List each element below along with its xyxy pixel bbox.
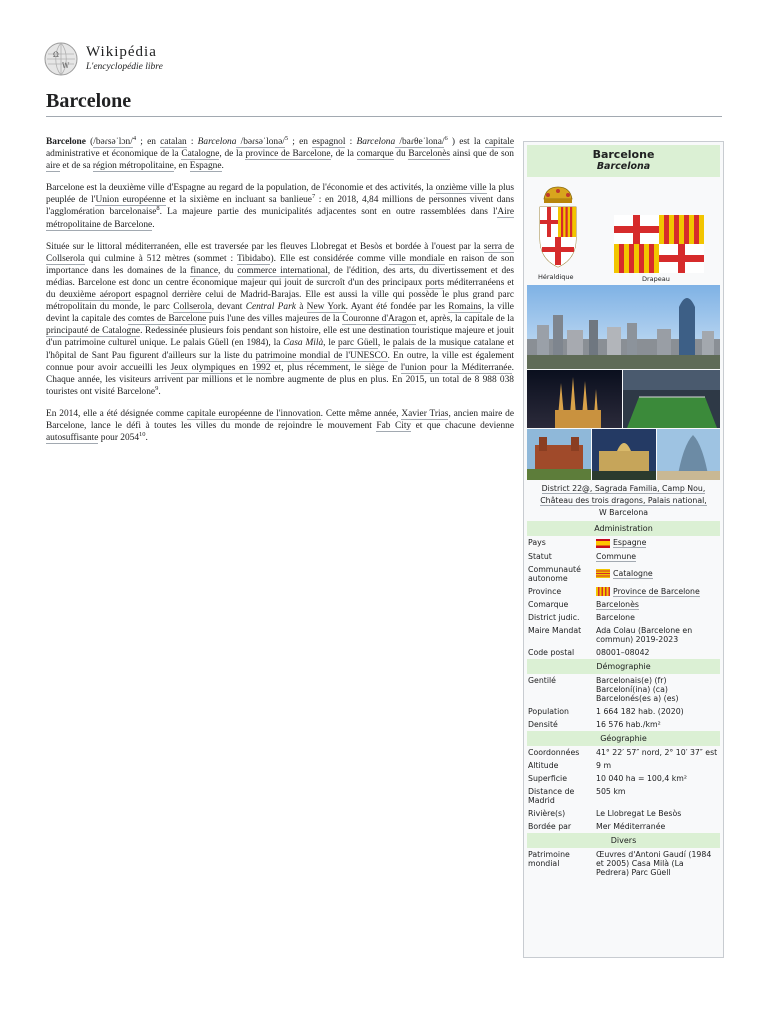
site-name: Wikipédia: [86, 44, 157, 60]
row-communaute: [524, 563, 723, 585]
link-new-york[interactable]: New York: [306, 302, 346, 313]
link-fab-city[interactable]: Fab City: [376, 420, 412, 431]
link-jeux-olympiques[interactable]: Jeux olympiques en 1992: [170, 362, 271, 373]
link-catalan[interactable]: catalan: [160, 137, 187, 147]
row-value: 1 664 182 hab. (2020): [596, 707, 684, 716]
ref-link[interactable]: 8: [156, 205, 160, 213]
row-key: Rivière(s): [528, 809, 566, 818]
link-parc-guell[interactable]: parc Güell: [338, 338, 378, 349]
row-coordonnees: [524, 746, 723, 759]
row-pays: [524, 536, 723, 550]
ipa-fr[interactable]: /bəɾsəˈlɔn/: [93, 137, 133, 147]
row-gentile: [524, 674, 723, 705]
paragraph-geography: Située sur le littoral méditerranéen, elle est traversée par les fleuves Llobregat et Besòs et bordée à l'ouest par la serra de Collserola qui culmine à 512 mètres (sommet : Tibidabo). Elle est considérée comme ville mondiale en raison de son importance dans les domaines de la finance, du commerce international, de l'édition, des arts, du divertissement et des médias. Barcelone est donc un centre économique majeur qui jouit de surcroît d'un des principaux ports méditerranéens et du deuxième aéroport espagnol derrière celui de Madrid-Barajas. Elle est aussi la ville qui possède le plus grand parc métropolitain du monde, le parc Collserola, devant Central Park à New York. Ayant été fondée par les Romains, la ville devint la capitale des comtes de Barcelone puis l'une des villes majeures de la Couronne d'Aragon et, après, la capitale de la principauté de Catalogne. Redessinée plusieurs fois pendant son histoire, elle est une destination touristique majeure et jouit d'un patrimoine culturel unique. Le palais Güell (en 1984), la Casa Milà, le parc Güell, le palais de la musique catalane et l'hôpital de Sant Pau figurent d'ailleurs sur la liste du patrimoine mondial de l'UNESCO. En outre, la ville est également connue pour avoir accueilli les Jeux olympiques en 1992 et, plus récemment, le siège de l'union pour la Méditerranée. Chaque année, les visiteurs arrivent par millions et le nombre augmente de plus en plus. En 2015, un total de 8 988 038 touristes ont visité Barcelone$^9$.: [46, 241, 515, 397]
link-principaute[interactable]: principauté de Catalogne: [46, 326, 141, 337]
section-divers: Divers: [527, 833, 720, 848]
row-value: 10 040 ha = 100,4 km²: [596, 774, 688, 783]
row-key[interactable]: Gentilé: [528, 676, 556, 685]
drapeau-caption[interactable]: Drapeau: [642, 275, 670, 283]
row-value[interactable]: Œuvres d'Antoni Gaudí (1984 et 2005) Casa Milà (La Pedrera) Parc Güell: [596, 850, 712, 877]
row-statut: [524, 550, 723, 563]
row-comarque: [524, 598, 723, 611]
row-key[interactable]: Maire Mandat: [528, 626, 582, 635]
link-aire-metropolitaine[interactable]: Aire métropolitaine de Barcelone: [46, 207, 514, 230]
ref-link[interactable]: 4: [132, 134, 137, 142]
ref-link[interactable]: 6: [444, 134, 448, 142]
row-key: Statut: [528, 551, 552, 561]
link-tibidabo[interactable]: Tibidabo: [236, 253, 271, 264]
row-key[interactable]: Population: [528, 707, 569, 716]
link-union-mediterranee[interactable]: l'union pour la Méditerranée: [400, 362, 512, 373]
row-value: 16 576 hab./km²: [596, 720, 661, 729]
row-maire: [524, 624, 723, 646]
article-subject: Barcelone: [46, 137, 86, 147]
row-district: [524, 611, 723, 624]
catalonia-flag-icon: [596, 569, 610, 578]
row-province: [524, 585, 723, 599]
link-province[interactable]: province de Barcelone: [245, 149, 331, 160]
row-key[interactable]: Patrimoine mondial: [528, 850, 570, 868]
ref-link[interactable]: 5: [284, 134, 289, 142]
svg-text:W: W: [62, 62, 70, 70]
section-geographie: Géographie: [527, 731, 720, 746]
row-densite: [524, 718, 723, 731]
link-comtes[interactable]: comtes de Barcelone: [127, 314, 207, 325]
page-title: Barcelone: [46, 90, 132, 112]
section-demographie: Démographie: [527, 659, 720, 674]
link-palais-musique[interactable]: palais de la musique catalane: [392, 338, 505, 349]
row-key[interactable]: Communauté autonome: [528, 564, 581, 583]
row-value[interactable]: 41° 22′ 57″ nord, 2° 10′ 37″ est: [596, 748, 718, 757]
title-divider: [46, 116, 722, 117]
province-flag-icon: [596, 587, 610, 596]
link-union-europeenne[interactable]: Union européenne: [95, 195, 166, 206]
article-body: [46, 136, 514, 454]
row-key[interactable]: Comarque: [528, 600, 569, 609]
heraldique-caption[interactable]: Héraldique: [538, 273, 574, 281]
row-key: Bordée par: [528, 822, 572, 831]
site-brand[interactable]: [86, 44, 163, 72]
row-value: 9 m: [596, 761, 612, 770]
row-value: Barcelone: [596, 613, 635, 622]
link-ports[interactable]: ports: [425, 277, 445, 288]
photo-caption-line[interactable]: Château des trois dragons, Palais national,: [540, 496, 707, 505]
infobox: [523, 141, 724, 958]
row-key[interactable]: Altitude: [528, 761, 559, 770]
photo-montage-image: [527, 285, 720, 480]
photo-caption-line[interactable]: District 22@, Sagrada Familia, Camp Nou,: [541, 484, 706, 493]
row-key[interactable]: Pays: [528, 538, 546, 547]
row-patrimoine: [524, 848, 723, 879]
row-value: 505 km: [596, 787, 626, 796]
ipa-es[interactable]: /baɾθeˈlona/: [395, 137, 445, 147]
link-region[interactable]: région métropolitaine: [92, 161, 174, 172]
row-value[interactable]: Commune: [596, 551, 637, 561]
demo-table: [524, 674, 723, 731]
link-aire[interactable]: aire: [46, 161, 61, 172]
row-code-postal: [524, 646, 723, 659]
link-collserola-park[interactable]: Collserola: [173, 302, 212, 313]
wikipedia-globe-logo[interactable]: [44, 42, 78, 76]
row-value: Barcelonais(e) (fr) Barceloní(ina) (ca) Barcelonés(es a) (es): [596, 676, 679, 703]
link-ville-mondiale[interactable]: ville mondiale: [388, 253, 445, 264]
link-capitale-innovation[interactable]: capitale européenne de l'innovation: [186, 408, 321, 419]
spain-flag-icon: [596, 539, 610, 548]
admin-table: [524, 536, 723, 659]
photo-caption: [524, 480, 723, 521]
ipa-ca[interactable]: /bəɾsəˈlonə/: [236, 137, 285, 147]
link-capitale[interactable]: capitale: [484, 137, 514, 147]
infobox-title: Barcelone: [592, 148, 655, 161]
infobox-subtitle: Barcelona: [596, 161, 651, 172]
row-superficie: [524, 772, 723, 785]
link-xavier-trias[interactable]: Xavier Trias: [401, 408, 449, 419]
paragraph-population: Barcelone est la deuxième ville d'Espagne au regard de la population, de l'économie et des activités, la onzième ville la plus peuplée de l'Union européenne et la sixième en incluant sa banlieue$^7$ : en 2018, 4,84 millions de personnes vivent dans l'agglomération barcelonaise$^8$. La majeure partie des municipalités adjacentes sont en outre rassemblées dans l'Aire métropolitaine de Barcelone.: [46, 183, 514, 230]
divers-table: [524, 848, 723, 879]
link-espagnol[interactable]: espagnol: [312, 137, 346, 147]
site-tagline: L'encyclopédie libre: [86, 62, 163, 72]
ref-link[interactable]: 9: [155, 384, 159, 392]
row-value[interactable]: Province de Barcelone: [613, 586, 700, 596]
row-key[interactable]: Densité: [528, 720, 558, 729]
row-distance: [524, 785, 723, 807]
svg-text:Ω: Ω: [53, 51, 59, 59]
row-population: [524, 705, 723, 718]
row-key[interactable]: Coordonnées: [528, 748, 580, 757]
row-key[interactable]: Province: [528, 586, 562, 596]
flag-image[interactable]: [614, 215, 704, 273]
row-value[interactable]: Le Llobregat Le Besòs: [596, 809, 682, 818]
infobox-header: [527, 145, 720, 177]
photo-caption-line: W Barcelona: [598, 508, 649, 517]
row-value[interactable]: Mer Méditerranée: [596, 822, 666, 831]
row-key[interactable]: Superficie: [528, 774, 568, 783]
link-autosuffisante[interactable]: autosuffisante: [46, 433, 99, 444]
link-catalogne[interactable]: Catalogne: [181, 149, 220, 160]
link-espagne[interactable]: Espagne: [189, 161, 222, 172]
emblems-area: [524, 177, 723, 285]
row-value[interactable]: Ada Colau (Barcelone en commun) 2019-2023: [596, 626, 693, 644]
link-barcelones[interactable]: Barcelonès: [408, 149, 451, 160]
ref-link[interactable]: 10: [139, 430, 146, 438]
paragraph-innovation: En 2014, elle a été désignée comme capitale européenne de l'innovation. Cette même année, Xavier Trias, ancien maire de Barcelone, lance le défi à toutes les villes du monde de rejoindre le mouvement Fab City et que chacune devienne autosuffisante pour 2054$^{10}$.: [46, 408, 514, 444]
link-finance[interactable]: finance: [190, 265, 218, 276]
row-key: Distance de Madrid: [528, 787, 575, 805]
geo-table: [524, 746, 723, 833]
row-value[interactable]: Catalogne: [613, 568, 653, 578]
row-altitude: [524, 759, 723, 772]
link-comarque[interactable]: comarque: [356, 149, 394, 160]
link-commerce[interactable]: commerce international: [237, 265, 328, 276]
row-value: 08001–08042: [596, 648, 650, 657]
link-onzieme-ville[interactable]: onzième ville: [435, 183, 487, 194]
link-couronne-aragon[interactable]: Couronne d'Aragon: [342, 314, 417, 325]
coat-of-arms-image[interactable]: [538, 185, 578, 269]
row-value[interactable]: Espagne: [613, 538, 647, 547]
row-key[interactable]: Code postal: [528, 648, 575, 657]
photo-montage[interactable]: [527, 285, 720, 480]
link-collserola[interactable]: serra de Collserola: [46, 241, 514, 264]
section-administration: Administration: [527, 521, 720, 536]
row-bordee-par: [524, 820, 723, 833]
link-patrimoine-unesco[interactable]: patrimoine mondial de l'UNESCO: [255, 350, 388, 361]
ref-link[interactable]: 7: [311, 193, 316, 201]
row-key[interactable]: District judic.: [528, 613, 580, 622]
row-value[interactable]: Barcelonès: [596, 600, 639, 609]
row-rivieres: [524, 807, 723, 820]
link-romains[interactable]: Romains: [448, 302, 482, 313]
paragraph-intro: Barcelone (/bəɾsəˈlɔn/$^4$ ; en catalan : Barcelona /bəɾsəˈlonə/$^5$ ; en espagnol : Barcelona /baɾθeˈlona/$^6$ ) est la capitale administrative et économique de la Catalogne, de la province de Barcelone, de la comarque du Barcelonès ainsi que de son aire et de sa région métropolitaine, en Espagne.: [46, 134, 514, 172]
link-aeroport[interactable]: deuxième aéroport: [59, 290, 131, 301]
